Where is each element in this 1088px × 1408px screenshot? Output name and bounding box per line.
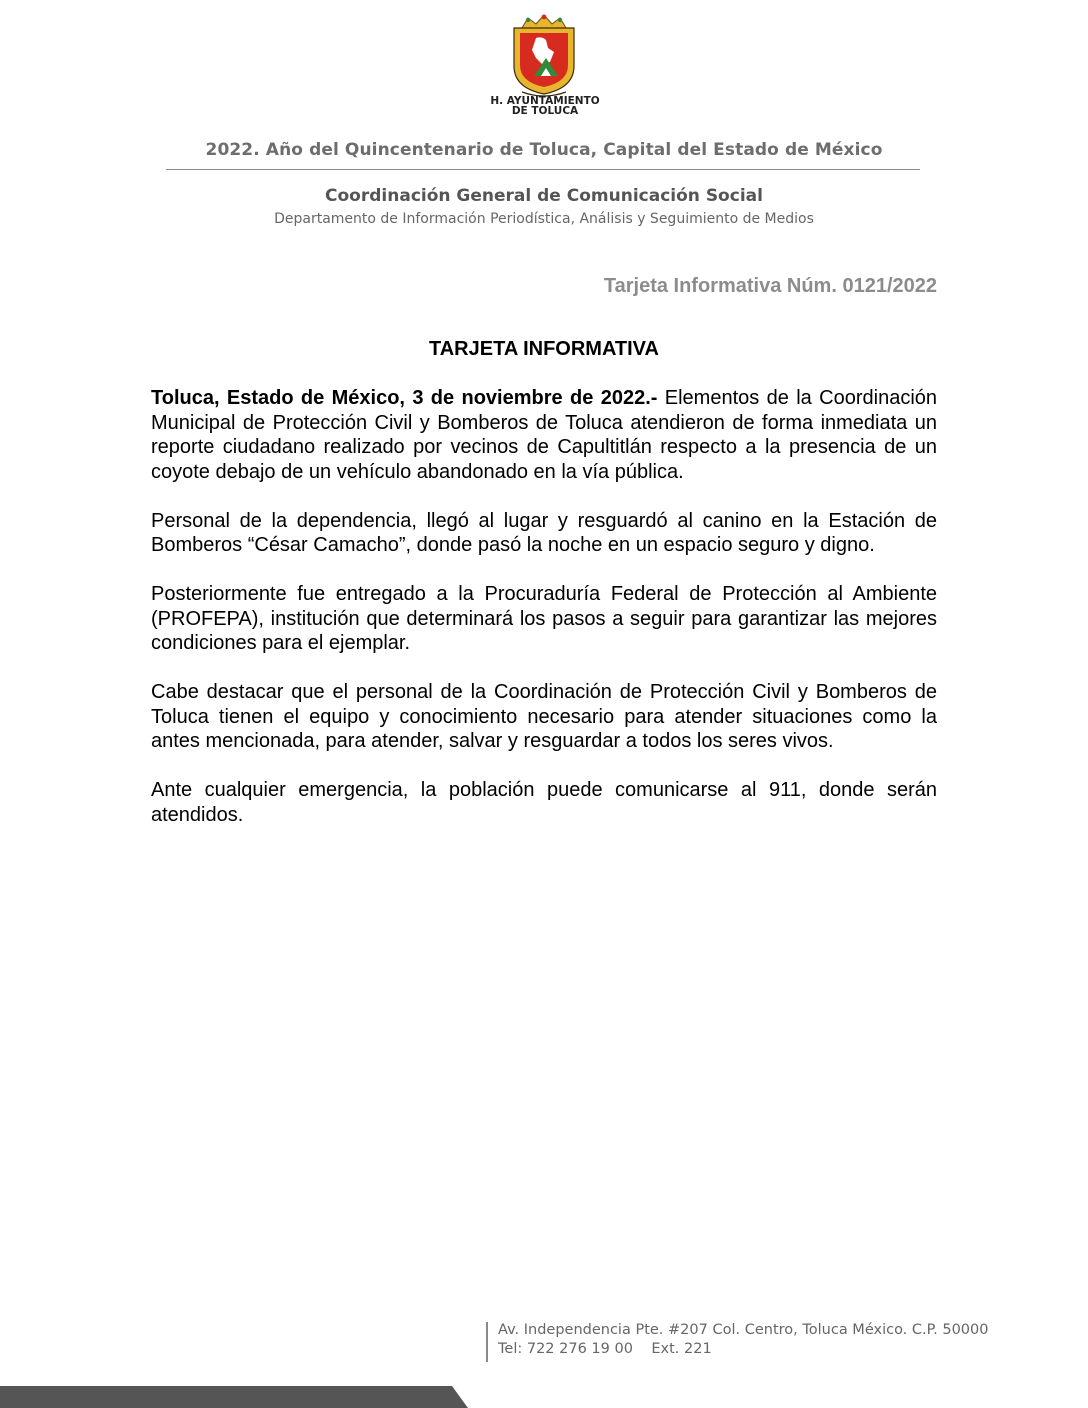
logo-caption (470, 96, 620, 116)
document-body (151, 386, 937, 852)
toluca-coat-of-arms-icon (508, 14, 580, 100)
paragraph-3: Posteriormente fue entregado a la Procuraduría Federal de Protección al Ambiente (PROFEPA), institución que determinará los pasos a seguir para garantizar las mejores condiciones para el ejemplar. (151, 583, 937, 654)
header-divider (166, 169, 920, 170)
paragraph-2: Personal de la dependencia, llegó al lugar y resguardó al canino en la Estación de Bomberos “César Camacho”, donde pasó la noche en un espacio seguro y digno. (151, 509, 937, 556)
document-title: TARJETA INFORMATIVA (429, 338, 659, 360)
footer-band (0, 1386, 1088, 1408)
footer-divider (486, 1322, 488, 1362)
logo-caption-line1: H. AYUNTAMIENTO (490, 95, 600, 107)
paragraph-5: Ante cualquier emergencia, la población puede comunicarse al 911, donde serán atendidos. (151, 779, 937, 826)
department-subtitle: Departamento de Información Periodística, Análisis y Seguimiento de Medios (274, 211, 814, 227)
dateline: Toluca, Estado de México, 3 de noviembre de 2022.- (151, 387, 658, 409)
department-title: Coordinación General de Comunicación Social (325, 186, 763, 206)
year-motto: 2022. Año del Quincentenario de Toluca, Capital del Estado de México (205, 140, 883, 160)
paragraph-1-text: Elementos de la Coordinación Municipal de Protección Civil y Bomberos de Toluca atendieron de forma inmediata un reporte ciudadano realizado por vecinos de Capultitlán respecto a la presencia de un coyote debajo de un vehículo abandonado en la vía pública. (151, 387, 938, 483)
reference-number: Tarjeta Informativa Núm. 0121/2022 (603, 275, 937, 297)
paragraph-1 (151, 386, 937, 484)
logo-caption-line2: DE TOLUCA (511, 105, 579, 117)
paragraph-4: Cabe destacar que el personal de la Coordinación de Protección Civil y Bomberos de Toluca tienen el equipo y conocimiento necesario para atender situaciones como la antes mencionada, para atender, salvar y resguardar a todos los seres vivos. (151, 681, 937, 752)
footer-address: Av. Independencia Pte. #207 Col. Centro, Toluca México. C.P. 50000 (498, 1322, 989, 1338)
footer-phone: Tel: 722 276 19 00 Ext. 221 (498, 1341, 712, 1357)
